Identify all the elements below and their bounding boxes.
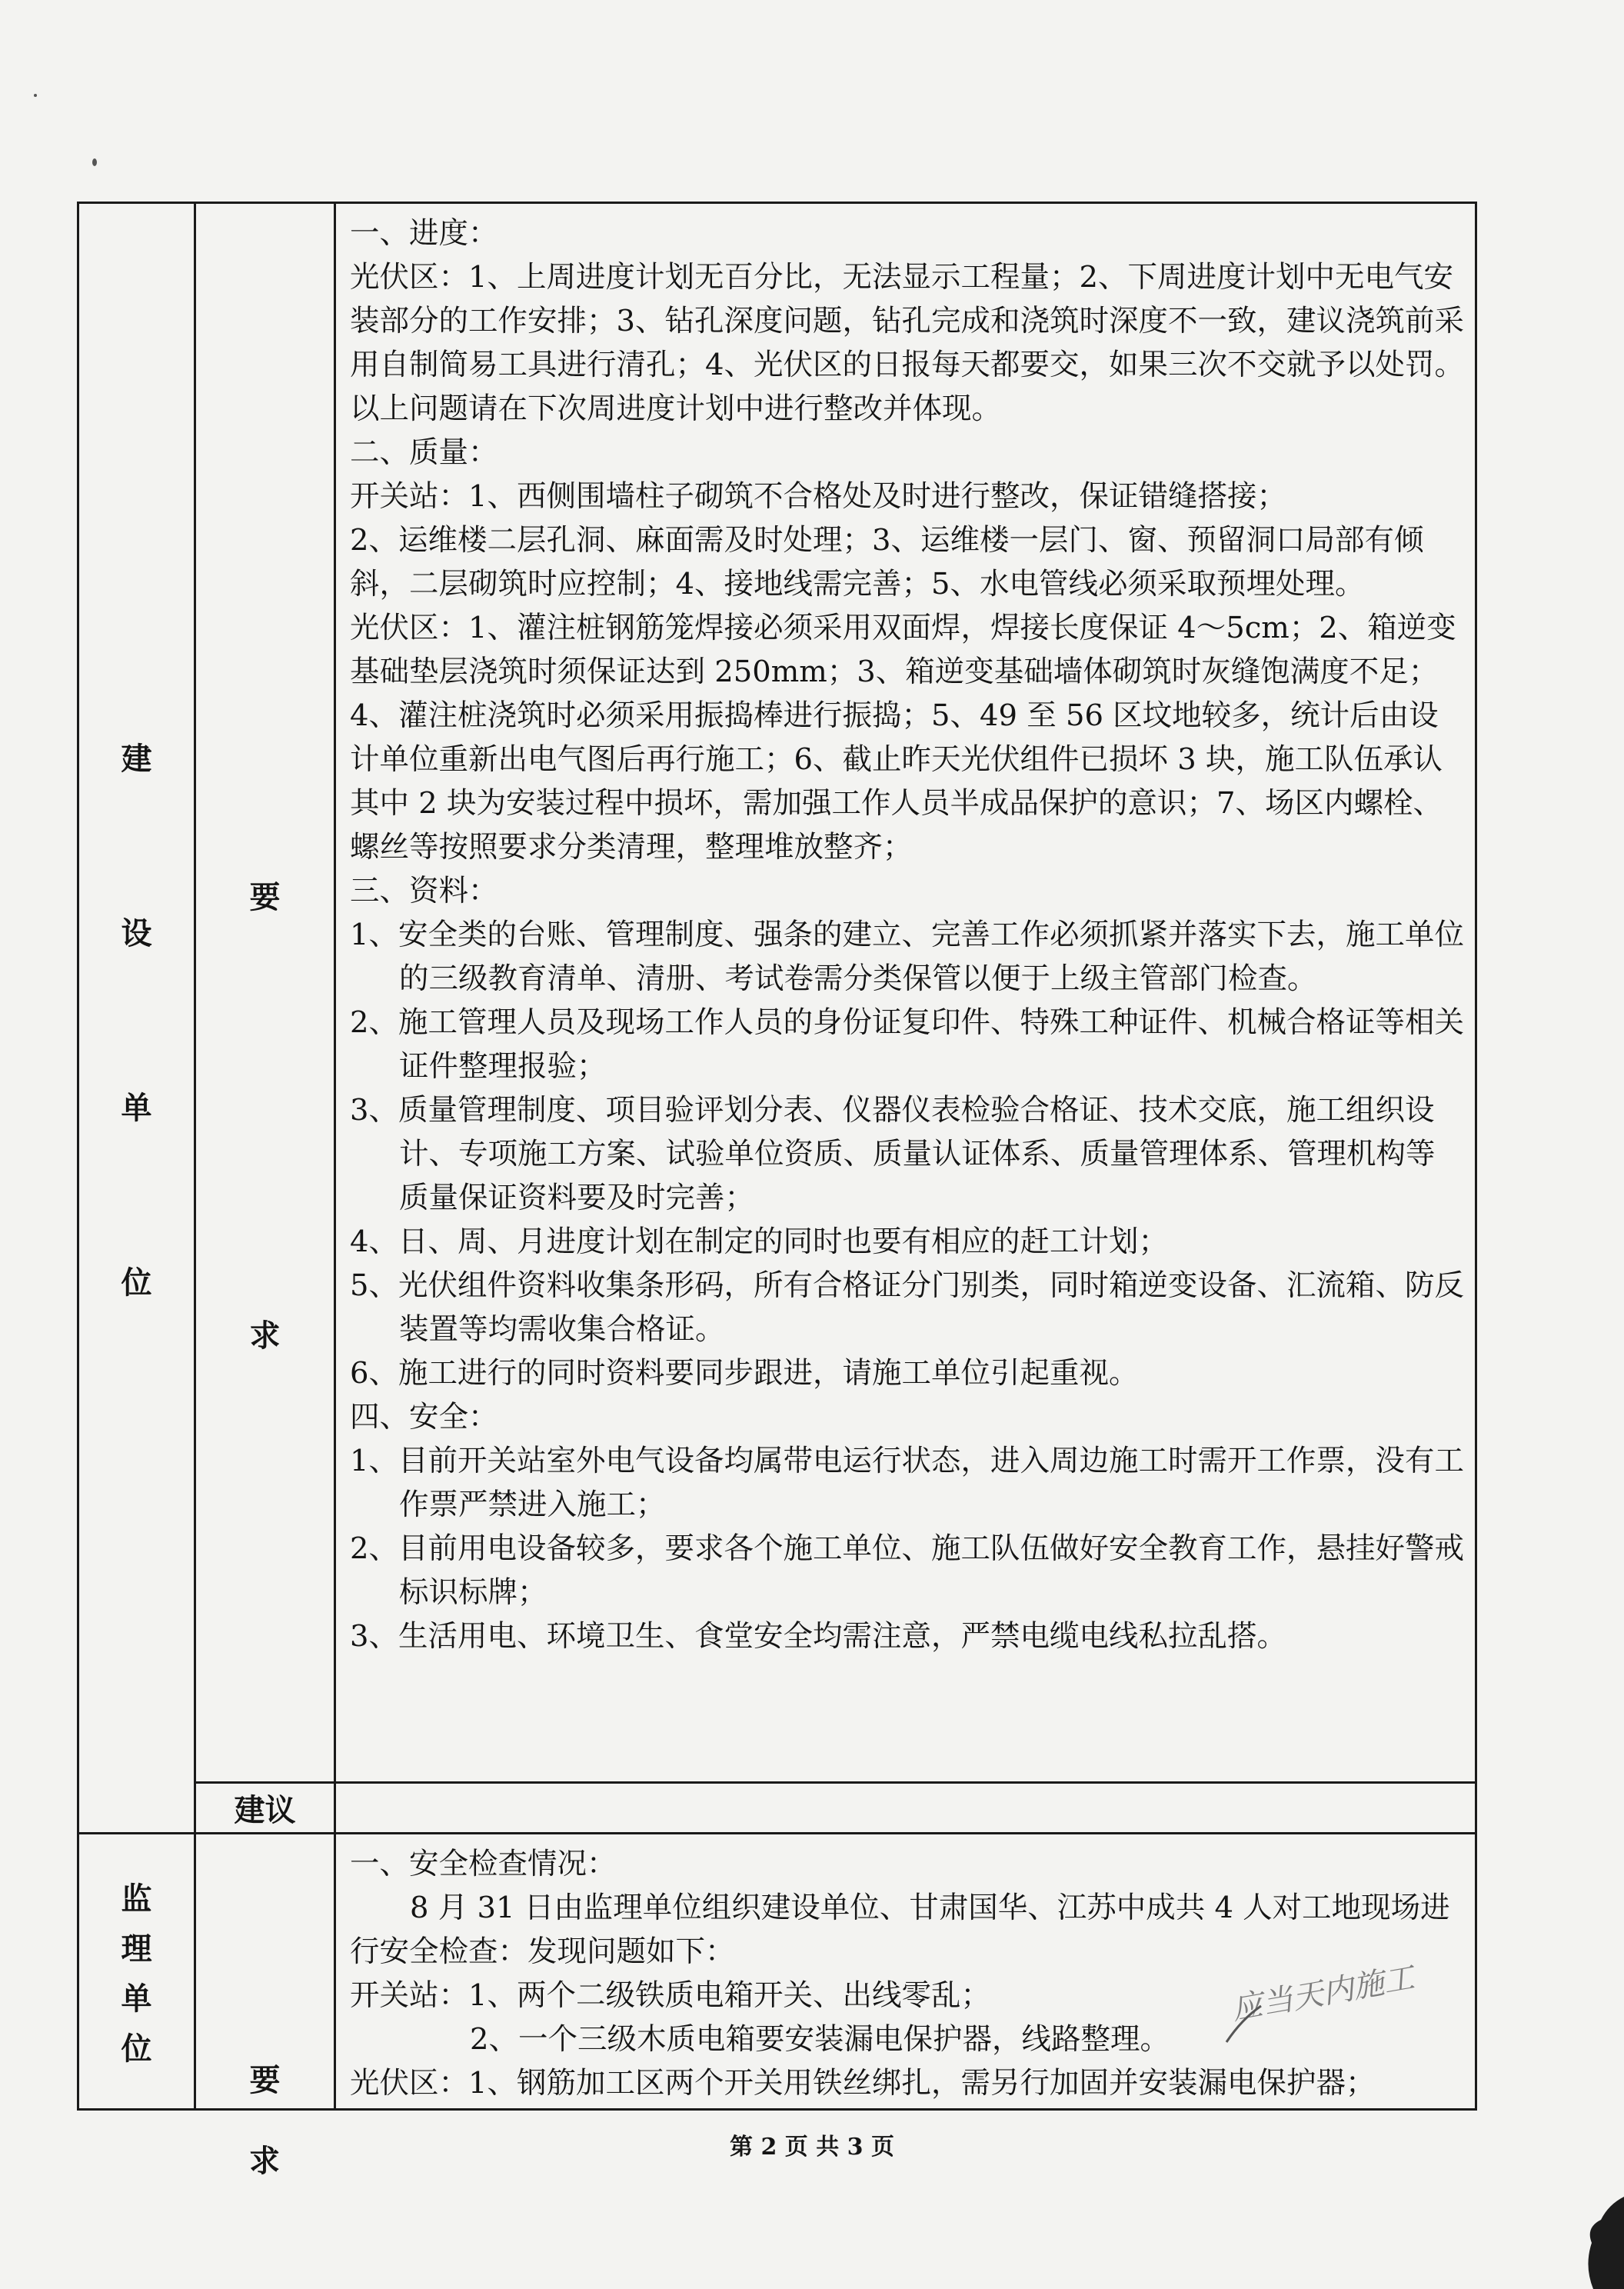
content-line: 3、生活用电、环境卫生、食堂安全均需注意，严禁电缆电线私拉乱搭。: [350, 1619, 1286, 1654]
section-heading: 一、进度：: [350, 216, 498, 251]
content-line: 5、光伏组件资料收集条形码，所有合格证分门别类，同时箱逆变设备、汇流箱、防反装置等均需收集合格证。: [350, 1268, 1464, 1347]
supervision-requirement-label-cell: [195, 1834, 335, 2110]
supervision-unit-label: 监 理 单 位: [121, 1881, 152, 2067]
content-line: 2、一个三级木质电箱要安装漏电保护器，线路整理。: [470, 2022, 1170, 2057]
suggestion-content: [335, 1783, 1476, 1834]
content-line: 光伏区：1、钢筋加工区两个开关用铁丝绑扎，需另行加固并安装漏电保护器；: [350, 2066, 1376, 2101]
construction-requirement-label-cell: [195, 203, 335, 1783]
content-line: 2、目前用电设备较多，要求各个施工单位、施工队伍做好安全教育工作，悬挂好警戒标识标牌；: [350, 1531, 1464, 1610]
supervision-unit-label-cell: [78, 1834, 195, 2110]
section-heading: 三、资料：: [350, 874, 498, 908]
content-line: 1、目前开关站室外电气设备均属带电运行状态，进入周边施工时需开工作票，没有工作票严禁进入施工；: [350, 1444, 1464, 1522]
content-line: 以上问题请在下次周进度计划中进行整改并体现。: [350, 391, 1002, 426]
handwritten-note: 应当天内施工: [1229, 1960, 1417, 2027]
content-line: 开关站：1、两个二级铁质电箱开关、出线零乱；: [350, 1978, 990, 2013]
content-line: 3、质量管理制度、项目验评划分表、仪器仪表检验合格证、技术交底，施工组织设计、专项施工方案、试验单位资质、质量认证体系、质量管理体系、管理机构等质量保证资料要及时完善；: [350, 1093, 1436, 1215]
construction-requirement-content: [335, 203, 1476, 1783]
requirement-label-char-overflow: 求: [249, 2143, 280, 2179]
content-line: 4、日、周、月进度计划在制定的同时也要有相应的赶工计划；: [350, 1224, 1168, 1259]
construction-unit-label-cell: [78, 203, 195, 1834]
content-line: 2、施工管理人员及现场工作人员的身份证复印件、特殊工种证件、机械合格证等相关证件整理报验；: [350, 1005, 1464, 1084]
section-heading: 一、安全检查情况：: [350, 1847, 617, 1881]
page-number: 第 2 页 共 3 页: [730, 2134, 894, 2161]
requirement-label-char: 要: [249, 2062, 281, 2098]
requirement-label-char: 求: [249, 1318, 281, 1354]
inspection-record-table: [77, 202, 1477, 2111]
construction-unit-label: 建 设 单 位: [121, 740, 152, 1301]
suggestion-label: 建议: [195, 1783, 335, 1834]
content-line: 光伏区：1、灌注桩钢筋笼焊接必须采用双面焊，焊接长度保证 4～5cm；2、箱逆变基础垫层浇筑时须保证达到 250mm；3、箱逆变基础墙体砌筑时灰缝饱满度不足；4、灌注桩浇筑时必须采用振捣棒进行振捣；5、49 至 56 区坟地较多，统计后由设计单位重新出电气图后再行施工；6、截止昨天光伏组件已损坏 3 块，施工队伍承认其中 2 块为安装过程中损坏，需加强工作人员半成品保护的意识；7、场区内螺栓、螺丝等按照要求分类清理，整理堆放整齐；: [350, 611, 1456, 865]
content-line: 2、运维楼二层孔洞、麻面需及时处理；3、运维楼一层门、窗、预留洞口局部有倾斜，二层砌筑时应控制；4、接地线需完善；5、水电管线必须采取预埋处理。: [350, 523, 1424, 601]
scan-speck: [92, 158, 97, 166]
scan-corner-blot: [1578, 2197, 1624, 2289]
section-heading: 四、安全：: [350, 1400, 498, 1434]
content-line: 光伏区：1、上周进度计划无百分比，无法显示工程量；2、下周进度计划中无电气安装部分的工作安排；3、钻孔深度问题，钻孔完成和浇筑时深度不一致，建议浇筑前采用自制简易工具进行清孔；4、光伏区的日报每天都要交，如果三次不交就予以处罚。: [350, 260, 1464, 382]
construction-requirement-text: [336, 204, 1475, 1661]
scan-speck: [34, 94, 37, 97]
content-line: 1、安全类的台账、管理制度、强条的建立、完善工作必须抓紧并落实下去，施工单位的三级教育清单、清册、考试卷需分类保管以便于上级主管部门检查。: [350, 918, 1464, 996]
requirement-label-char: 要: [249, 879, 281, 915]
content-line: 6、施工进行的同时资料要同步跟进，请施工单位引起重视。: [350, 1356, 1139, 1391]
section-heading: 二、质量：: [350, 435, 498, 470]
content-line: 开关站：1、西侧围墙柱子砌筑不合格处及时进行整改，保证错缝搭接；: [350, 479, 1286, 514]
content-line: 8 月 31 日由监理单位组织建设单位、甘肃国华、江苏中成共 4 人对工地现场进行安全检查：发现问题如下：: [350, 1891, 1450, 1969]
